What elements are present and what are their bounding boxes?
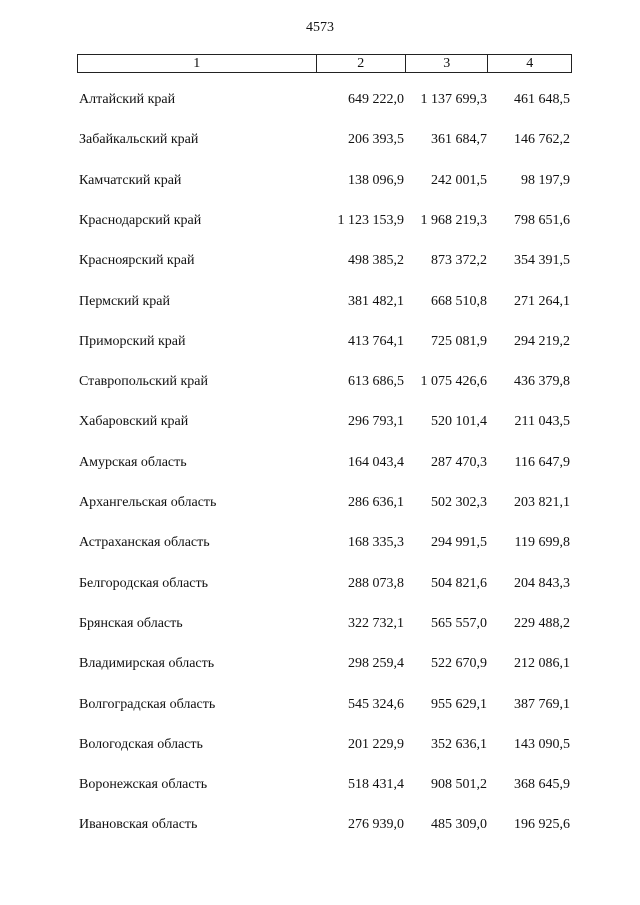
value-col-2: 288 073,8 <box>348 575 404 591</box>
region-name: Астраханская область <box>79 535 210 551</box>
value-col-3: 361 684,7 <box>431 132 487 148</box>
table-row <box>0 332 640 352</box>
value-col-4: 203 821,1 <box>514 495 570 510</box>
value-col-2: 298 259,4 <box>348 656 404 672</box>
value-col-4: 212 086,1 <box>514 656 570 672</box>
table-row <box>0 815 640 835</box>
region-name: Хабаровский край <box>79 414 189 430</box>
table-row <box>0 493 640 513</box>
value-col-4: 143 090,5 <box>514 736 570 752</box>
table-row <box>0 775 640 795</box>
table-row <box>0 735 640 755</box>
region-name: Владимирская область <box>79 656 215 672</box>
value-col-4: 196 925,6 <box>514 817 570 833</box>
region-name: Алтайский край <box>79 92 176 107</box>
region-name: Ивановская область <box>79 817 198 833</box>
column-header-table <box>77 54 572 73</box>
value-col-3: 504 821,6 <box>431 575 487 591</box>
table-row <box>0 372 640 392</box>
value-col-2: 164 043,4 <box>348 454 404 470</box>
table-row <box>0 292 640 312</box>
region-name: Вологодская область <box>79 736 203 752</box>
region-name: Воронежская область <box>79 777 208 793</box>
value-col-3: 955 629,1 <box>431 696 487 712</box>
value-col-4: 146 762,2 <box>514 132 570 148</box>
column-header-3: 3 <box>405 55 488 73</box>
region-name: Амурская область <box>79 454 187 470</box>
table-row <box>0 251 640 271</box>
column-header-2: 2 <box>316 55 405 73</box>
value-col-3: 485 309,0 <box>431 817 487 833</box>
value-col-4: 294 219,2 <box>514 333 570 349</box>
value-col-2: 201 229,9 <box>348 736 404 752</box>
value-col-2: 286 636,1 <box>348 495 404 510</box>
value-col-3: 294 991,5 <box>431 535 487 551</box>
region-name: Волгоградская область <box>79 696 216 712</box>
table-row <box>0 412 640 432</box>
value-col-3: 1 968 219,3 <box>420 212 487 228</box>
value-col-4: 204 843,3 <box>514 575 570 591</box>
value-col-3: 242 001,5 <box>431 172 487 188</box>
value-col-2: 649 222,0 <box>348 92 404 107</box>
column-header-row <box>78 55 572 73</box>
value-col-2: 1 123 153,9 <box>337 212 404 228</box>
value-col-2: 613 686,5 <box>348 374 404 390</box>
value-col-4: 211 043,5 <box>514 414 570 430</box>
value-col-4: 229 488,2 <box>514 615 570 631</box>
value-col-3: 908 501,2 <box>431 777 487 793</box>
value-col-3: 502 302,3 <box>431 495 487 510</box>
table-row <box>0 654 640 674</box>
value-col-4: 461 648,5 <box>514 92 570 107</box>
value-col-2: 206 393,5 <box>348 132 404 148</box>
value-col-2: 296 793,1 <box>348 414 404 430</box>
value-col-3: 1 137 699,3 <box>420 92 487 107</box>
value-col-3: 287 470,3 <box>431 454 487 470</box>
value-col-4: 119 699,8 <box>514 535 570 551</box>
table-row <box>0 211 640 231</box>
column-header-1: 1 <box>78 55 317 73</box>
value-col-3: 520 101,4 <box>431 414 487 430</box>
value-col-2: 381 482,1 <box>348 293 404 309</box>
value-col-4: 116 647,9 <box>514 454 570 470</box>
value-col-3: 522 670,9 <box>431 656 487 672</box>
region-name: Краснодарский край <box>79 212 202 228</box>
value-col-4: 98 197,9 <box>521 172 570 188</box>
value-col-2: 168 335,3 <box>348 535 404 551</box>
value-col-4: 798 651,6 <box>514 212 570 228</box>
region-name: Красноярский край <box>79 253 195 269</box>
value-col-2: 322 732,1 <box>348 615 404 631</box>
table-row <box>0 171 640 191</box>
region-name: Брянская область <box>79 615 183 631</box>
region-name: Белгородская область <box>79 575 209 591</box>
value-col-3: 725 081,9 <box>431 333 487 349</box>
region-name: Ставропольский край <box>79 374 208 390</box>
table-row <box>0 533 640 553</box>
value-col-4: 387 769,1 <box>514 696 570 712</box>
value-col-2: 545 324,6 <box>348 696 404 712</box>
value-col-3: 352 636,1 <box>431 736 487 752</box>
value-col-4: 368 645,9 <box>514 777 570 793</box>
table-row <box>0 695 640 715</box>
value-col-4: 436 379,8 <box>514 374 570 390</box>
value-col-2: 138 096,9 <box>348 172 404 188</box>
value-col-3: 1 075 426,6 <box>420 374 487 390</box>
region-name: Приморский край <box>79 333 186 349</box>
value-col-4: 354 391,5 <box>514 253 570 269</box>
column-header-4: 4 <box>488 55 572 73</box>
value-col-4: 271 264,1 <box>514 293 570 309</box>
region-name: Забайкальский край <box>79 132 199 148</box>
value-col-2: 518 431,4 <box>348 777 404 793</box>
table-row <box>0 574 640 594</box>
value-col-3: 565 557,0 <box>431 615 487 631</box>
table-row <box>0 453 640 473</box>
value-col-3: 873 372,2 <box>431 253 487 269</box>
page-number: 4573 <box>306 20 334 35</box>
region-name: Архангельская область <box>79 495 217 510</box>
value-col-3: 668 510,8 <box>431 293 487 309</box>
table-row <box>0 614 640 634</box>
value-col-2: 498 385,2 <box>348 253 404 269</box>
region-name: Пермский край <box>79 293 170 309</box>
table-row <box>0 90 640 110</box>
value-col-2: 413 764,1 <box>348 333 404 349</box>
value-col-2: 276 939,0 <box>348 817 404 833</box>
table-row <box>0 130 640 150</box>
region-name: Камчатский край <box>79 172 182 188</box>
